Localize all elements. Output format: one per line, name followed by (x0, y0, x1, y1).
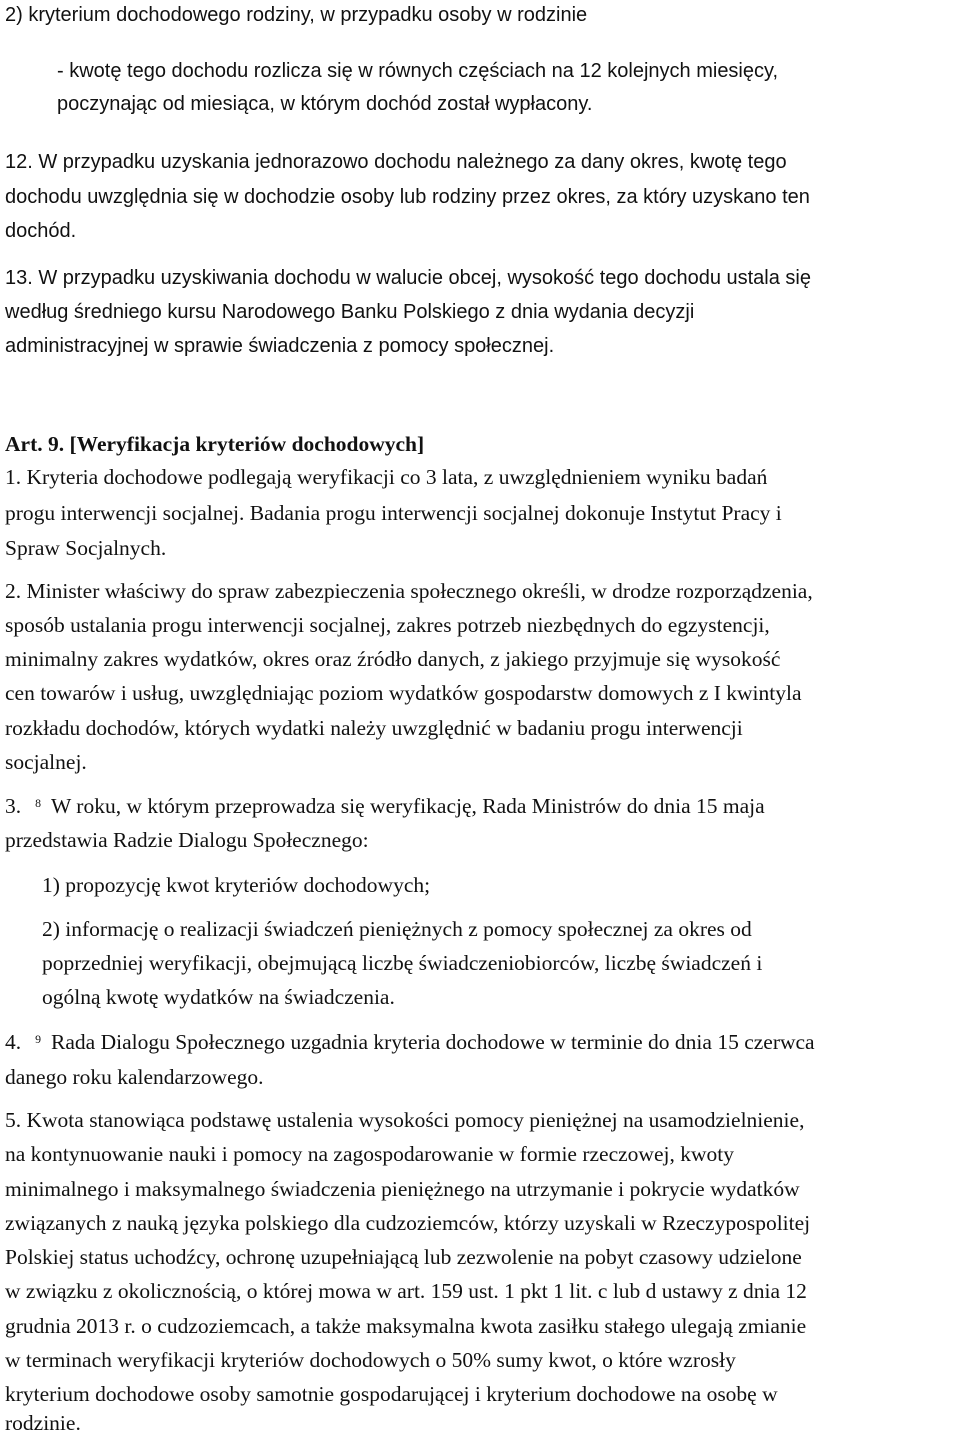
text-line: w terminach weryfikacji kryteriów dochodowych o 50% sumy kwot, o które wzrosły (5, 1348, 736, 1372)
footnote-marker: 9 (35, 1031, 42, 1046)
text-line: według średniego kursu Narodowego Banku Polskiego z dnia wydania decyzji (5, 301, 695, 323)
text-line: dochodu uwzględnia się w dochodzie osoby lub rodziny przez okres, za który uzyskano ten (5, 186, 810, 208)
list-item: poprzedniej weryfikacji, obejmującą liczbę świadczeniobiorców, liczbę świadczeń i (42, 951, 763, 975)
text-line: Polskiej status uchodźcy, ochronę uzupełniającą lub zezwolenie na pobyt czasowy udzielone (5, 1245, 802, 1269)
text-line: przedstawia Radzie Dialogu Społecznego: (5, 828, 369, 852)
text-line: danego roku kalendarzowego. (5, 1065, 264, 1089)
text-line: progu interwencji socjalnej. Badania progu interwencji socjalnej dokonuje Instytut Pracy i (5, 501, 782, 525)
text-line: dochód. (5, 220, 77, 242)
paragraph-number: 3. (5, 794, 22, 818)
text-line: socjalnej. (5, 750, 87, 774)
text-line (5, 796, 765, 818)
article-heading: Art. 9. [Weryfikacja kryteriów dochodowych] (5, 432, 425, 456)
text-line: w związku z okolicznością, o której mowa w art. 159 ust. 1 pkt 1 lit. c lub d ustawy z dnia 12 (5, 1279, 807, 1303)
text-line: grudnia 2013 r. o cudzoziemcach, a także maksymalna kwota zasiłku stałego ulegają zmianie (5, 1314, 807, 1338)
text-line: minimalny zakres wydatków, okres oraz źródło danych, z jakiego przyjmuje się wysokość (5, 647, 781, 671)
text-line: 2. Minister właściwy do spraw zabezpieczenia społecznego określi, w drodze rozporządzenia, (5, 579, 813, 603)
footnote-marker: 8 (35, 795, 42, 810)
text-line: rodzinie. (5, 1411, 81, 1435)
paragraph-text: Rada Dialogu Społecznego uzgadnia kryteria dochodowe w terminie do dnia 15 czerwca (51, 1030, 815, 1054)
text-line: 1. Kryteria dochodowe podlegają weryfikacji co 3 lata, z uwzględnieniem wyniku badań (5, 465, 768, 489)
text-line: 2) kryterium dochodowego rodziny, w przypadku osoby w rodzinie (5, 4, 588, 26)
text-line: 12. W przypadku uzyskania jednorazowo dochodu należnego za dany okres, kwotę tego (5, 151, 787, 173)
text-line: sposób ustalania progu interwencji socjalnej, zakres potrzeb niezbędnych do egzystencji, (5, 613, 770, 637)
text-line: minimalnego i maksymalnego świadczenia pieniężnego na utrzymanie i pokrycie wydatków (5, 1177, 800, 1201)
text-line: 13. W przypadku uzyskiwania dochodu w walucie obcej, wysokość tego dochodu ustala się (5, 267, 811, 289)
text-line: poczynając od miesiąca, w którym dochód został wypłacony. (57, 93, 593, 115)
text-line: rozkładu dochodów, których wydatki należy uwzględnić w badaniu progu interwencji (5, 716, 743, 740)
list-item: 1) propozycję kwot kryteriów dochodowych; (42, 873, 431, 897)
text-line: na kontynuowanie nauki i pomocy na zagospodarowanie w formie rzeczowej, kwoty (5, 1142, 734, 1166)
paragraph-number: 4. (5, 1030, 22, 1054)
list-item: ogólną kwotę wydatków na świadczenia. (42, 985, 395, 1009)
list-item: 2) informację o realizacji świadczeń pieniężnych z pomocy społecznej za okres od (42, 917, 752, 941)
text-line: Spraw Socjalnych. (5, 536, 167, 560)
text-line: związanych z nauką języka polskiego dla cudzoziemców, którzy uzyskali w Rzeczypospolitej (5, 1211, 811, 1235)
text-line: - kwotę tego dochodu rozlicza się w równych częściach na 12 kolejnych miesięcy, (57, 60, 779, 82)
text-line: administracyjnej w sprawie świadczenia z pomocy społecznej. (5, 335, 555, 357)
paragraph-text: W roku, w którym przeprowadza się weryfikację, Rada Ministrów do dnia 15 maja (51, 794, 765, 818)
text-line: cen towarów i usług, uwzględniając poziom wydatków gospodarstw domowych z I kwintyla (5, 681, 802, 705)
text-line: 5. Kwota stanowiąca podstawę ustalenia wysokości pomocy pieniężnej na usamodzielnienie, (5, 1108, 805, 1132)
text-line: kryterium dochodowe osoby samotnie gospodarującej i kryterium dochodowe na osobę w (5, 1382, 778, 1406)
text-line (5, 1032, 815, 1054)
